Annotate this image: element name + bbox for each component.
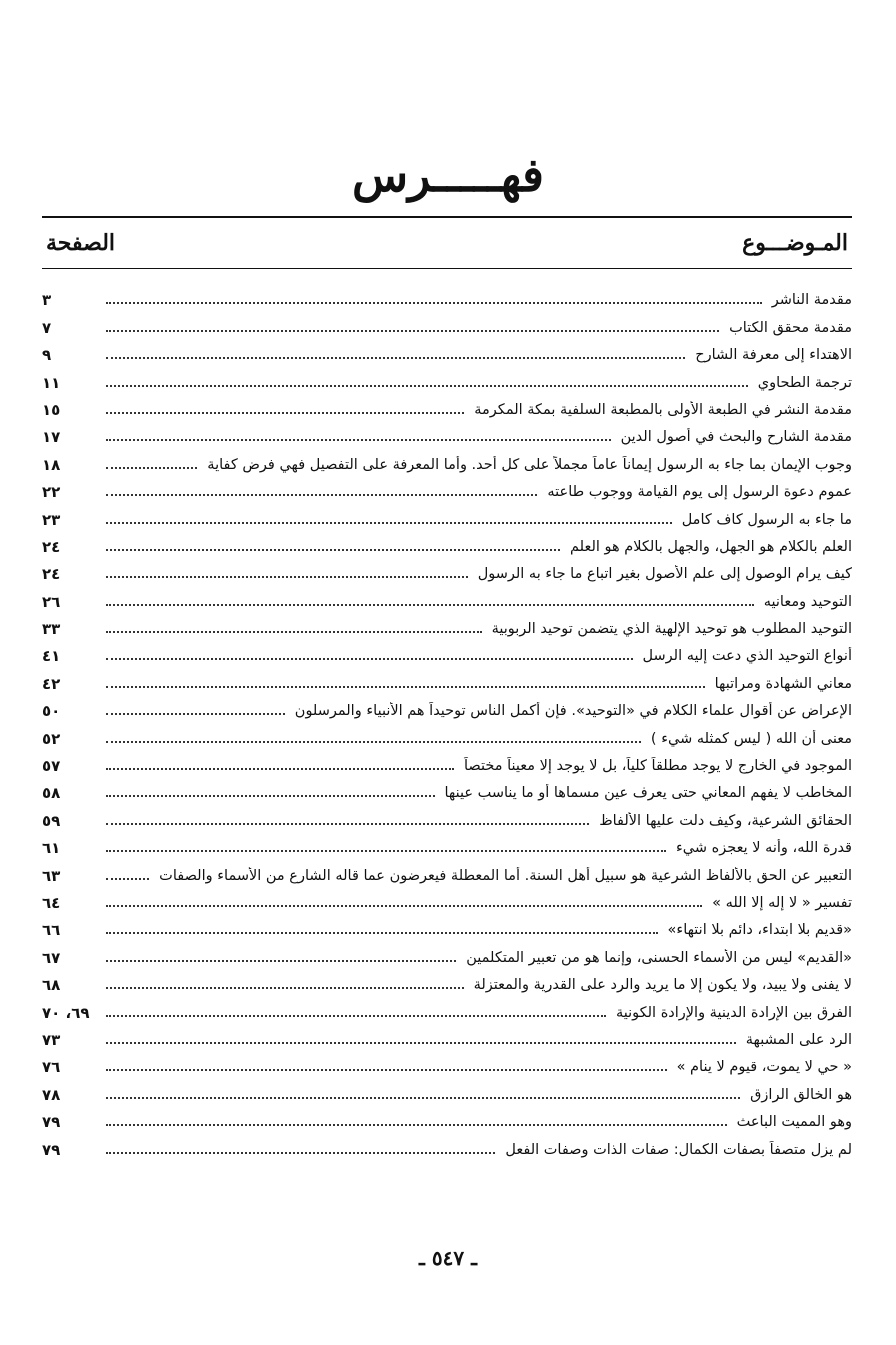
toc-entry-title: التوحيد المطلوب هو توحيد الإلهية الذي يتضمن توحيد الربوبية xyxy=(491,621,852,638)
dot-leader xyxy=(106,385,748,387)
toc-entry-title: عموم دعوة الرسول إلى يوم القيامة ووجوب طاعته xyxy=(547,484,852,501)
toc-entry-title: مقدمة محقق الكتاب xyxy=(729,319,852,336)
dot-leader xyxy=(106,987,464,989)
toc-entry-page: ٣٣ xyxy=(42,620,61,639)
toc-entry-page: ٧٦ xyxy=(42,1058,61,1077)
toc-entry-title: معاني الشهادة ومراتبها xyxy=(714,675,852,692)
toc-entry xyxy=(42,309,852,336)
dot-leader xyxy=(106,686,705,688)
toc-entry-title: الاهتداء إلى معرفة الشارح xyxy=(695,347,852,364)
toc-entry-title: تفسير « لا إله إلا الله » xyxy=(712,894,852,911)
toc-entry xyxy=(42,885,852,912)
toc-entry-title: ترجمة الطحاوي xyxy=(757,374,852,391)
toc-entry-title: ما جاء به الرسول كاف كامل xyxy=(681,511,852,528)
dot-leader xyxy=(106,768,454,770)
toc-entry xyxy=(42,912,852,939)
toc-entry xyxy=(42,1049,852,1076)
toc-entry-title: الفرق بين الإرادة الدينية والإرادة الكونية xyxy=(615,1004,852,1021)
toc-entry xyxy=(42,583,852,610)
toc-entry-title: معنى أن الله ( ليس كمثله شيء ) xyxy=(650,730,852,747)
dot-leader xyxy=(106,795,435,797)
toc-entry-title: قدرة الله، وأنه لا يعجزه شيء xyxy=(675,840,852,857)
toc-entry-page: ٧٨ xyxy=(42,1085,61,1104)
toc-entry xyxy=(42,939,852,966)
toc-entry xyxy=(42,364,852,391)
toc-entry-page: ٢٦ xyxy=(42,592,61,611)
toc-entry xyxy=(42,1131,852,1158)
dot-leader xyxy=(106,713,285,715)
toc-entry-title: التوحيد ومعانيه xyxy=(763,593,852,610)
toc-list xyxy=(42,282,852,1159)
toc-entry xyxy=(42,857,852,884)
dot-leader xyxy=(106,878,149,880)
toc-entry-title: «قديم بلا ابتداء، دائم بلا انتهاء» xyxy=(667,922,852,939)
toc-entry xyxy=(42,282,852,309)
dot-leader xyxy=(106,439,611,441)
dot-leader xyxy=(106,604,754,606)
dot-leader xyxy=(106,302,762,304)
dot-leader xyxy=(106,330,719,332)
dot-leader xyxy=(106,1015,606,1017)
toc-entry-page: ٦٤ xyxy=(42,893,61,912)
dot-leader xyxy=(106,1069,667,1071)
toc-entry-page: ٢٤ xyxy=(42,565,61,584)
toc-entry-page: ٢٢ xyxy=(42,483,61,502)
toc-entry-page: ١٧ xyxy=(42,428,61,447)
toc-entry-page: ٥٨ xyxy=(42,784,61,803)
toc-entry-title: هو الخالق الرازق xyxy=(750,1086,852,1103)
toc-entry-page: ٧ xyxy=(42,318,52,337)
toc-entry-page: ١٨ xyxy=(42,455,61,474)
dot-leader xyxy=(106,932,658,934)
toc-entry xyxy=(42,1022,852,1049)
toc-entry-page: ٧٣ xyxy=(42,1030,61,1049)
toc-entry-title: مقدمة النشر في الطبعة الأولى بالمطبعة السلفية بمكة المكرمة xyxy=(474,401,852,418)
toc-entry xyxy=(42,994,852,1021)
toc-entry-page: ٦٨ xyxy=(42,976,61,995)
dot-leader xyxy=(106,576,468,578)
toc-entry xyxy=(42,665,852,692)
toc-entry xyxy=(42,611,852,638)
toc-entry-page: ٣ xyxy=(42,291,52,310)
toc-entry-title: مقدمة الشارح والبحث في أصول الدين xyxy=(620,429,852,446)
toc-entry xyxy=(42,775,852,802)
toc-entry xyxy=(42,1076,852,1103)
dot-leader xyxy=(106,1152,495,1154)
dot-leader xyxy=(106,658,633,660)
toc-entry-title: التعبير عن الحق بالألفاظ الشرعية هو سبيل أهل السنة. أما المعطلة فيعرضون عما قاله الشارع من الأسماء والصفات xyxy=(159,867,852,884)
toc-entry-page: ٤١ xyxy=(42,647,61,666)
toc-entry-page: ٧٩ xyxy=(42,1113,61,1132)
toc-entry-page: ٦١ xyxy=(42,839,61,858)
toc-entry xyxy=(42,1104,852,1131)
topic-column-header: المـوضـــوع xyxy=(742,230,848,256)
toc-entry xyxy=(42,529,852,556)
dot-leader xyxy=(106,412,464,414)
toc-entry-title: الموجود في الخارج لا يوجد مطلقاً كلياً، بل لا يوجد إلا معيناً مختصاً xyxy=(463,758,852,775)
toc-entry xyxy=(42,419,852,446)
toc-entry-page: ٢٣ xyxy=(42,510,61,529)
toc-entry xyxy=(42,720,852,747)
dot-leader xyxy=(106,494,537,496)
toc-entry-title: كيف يرام الوصول إلى علم الأصول بغير اتباع ما جاء به الرسول xyxy=(477,566,852,583)
header-top-rule xyxy=(42,216,852,218)
toc-entry-title: وهو المميت الباعث xyxy=(736,1114,852,1131)
toc-entry-page: ٥٩ xyxy=(42,811,61,830)
toc-entry-title: لا يفنى ولا يبيد، ولا يكون إلا ما يريد والرد على القدرية والمعتزلة xyxy=(473,977,852,994)
toc-entry-page: ٩ xyxy=(42,346,52,365)
dot-leader xyxy=(106,631,482,633)
toc-entry xyxy=(42,802,852,829)
toc-entry-page: ٧٩ xyxy=(42,1140,61,1159)
dot-leader xyxy=(106,741,641,743)
toc-entry-title: الإعراض عن أقوال علماء الكلام في «التوحيد». فإن أكمل الناس توحيداً هم الأنبياء والمرسلون xyxy=(294,703,852,720)
toc-entry xyxy=(42,501,852,528)
toc-entry-page: ٦٩، ٧٠ xyxy=(42,1003,90,1022)
dot-leader xyxy=(106,905,702,907)
dot-leader xyxy=(106,549,560,551)
table-header xyxy=(42,226,852,266)
toc-entry xyxy=(42,392,852,419)
dot-leader xyxy=(106,960,456,962)
toc-entry-title: مقدمة الناشر xyxy=(771,292,852,309)
toc-entry-title: أنواع التوحيد الذي دعت إليه الرسل xyxy=(642,648,852,665)
dot-leader xyxy=(106,1042,736,1044)
toc-entry-title: المخاطب لا يفهم المعاني حتى يعرف عين مسماها أو ما يناسب عينها xyxy=(444,785,852,802)
toc-entry-page: ٦٧ xyxy=(42,948,61,967)
toc-entry-page: ٢٤ xyxy=(42,537,61,556)
page-number: ـ ٥٤٧ ـ xyxy=(419,1246,477,1270)
toc-entry-title: « حي لا يموت، قيوم لا ينام » xyxy=(676,1059,852,1076)
dot-leader xyxy=(106,1124,727,1126)
page-column-header: الصفحة xyxy=(46,230,116,256)
toc-entry-title: الرد على المشبهة xyxy=(745,1031,852,1048)
toc-entry-title: الحقائق الشرعية، وكيف دلت عليها الألفاظ xyxy=(599,812,852,829)
dot-leader xyxy=(106,357,685,359)
toc-entry xyxy=(42,748,852,775)
toc-entry-page: ٦٦ xyxy=(42,921,61,940)
dot-leader xyxy=(106,522,672,524)
toc-entry-page: ٦٣ xyxy=(42,866,61,885)
toc-entry xyxy=(42,830,852,857)
toc-entry xyxy=(42,337,852,364)
toc-entry-title: لم يزل متصفاً بصفات الكمال: صفات الذات وصفات الفعل xyxy=(505,1141,852,1158)
toc-entry-title: وجوب الإيمان بما جاء به الرسول إيماناً عاماً مجملاً على كل أحد. وأما المعرفة على التفصيل فهي فرض كفاية xyxy=(207,456,852,473)
toc-entry-page: ١١ xyxy=(42,373,61,392)
toc-entry-title: العلم بالكلام هو الجهل، والجهل بالكلام هو العلم xyxy=(570,538,852,555)
toc-entry-title: «القديم» ليس من الأسماء الحسنى، وإنما هو من تعبير المتكلمين xyxy=(466,949,852,966)
page-title: فهـــــرس xyxy=(351,148,545,202)
toc-entry-page: ٥٧ xyxy=(42,757,61,776)
dot-leader xyxy=(106,850,666,852)
toc-entry xyxy=(42,446,852,473)
dot-leader xyxy=(106,467,197,469)
toc-entry-page: ٥٢ xyxy=(42,729,61,748)
toc-entry-page: ١٥ xyxy=(42,400,61,419)
toc-entry xyxy=(42,556,852,583)
toc-entry-page: ٥٠ xyxy=(42,702,61,721)
dot-leader xyxy=(106,1097,740,1099)
header-bottom-rule xyxy=(42,268,852,269)
toc-entry xyxy=(42,967,852,994)
toc-entry xyxy=(42,693,852,720)
dot-leader xyxy=(106,823,589,825)
toc-entry xyxy=(42,474,852,501)
toc-entry-page: ٤٢ xyxy=(42,674,61,693)
toc-entry xyxy=(42,638,852,665)
